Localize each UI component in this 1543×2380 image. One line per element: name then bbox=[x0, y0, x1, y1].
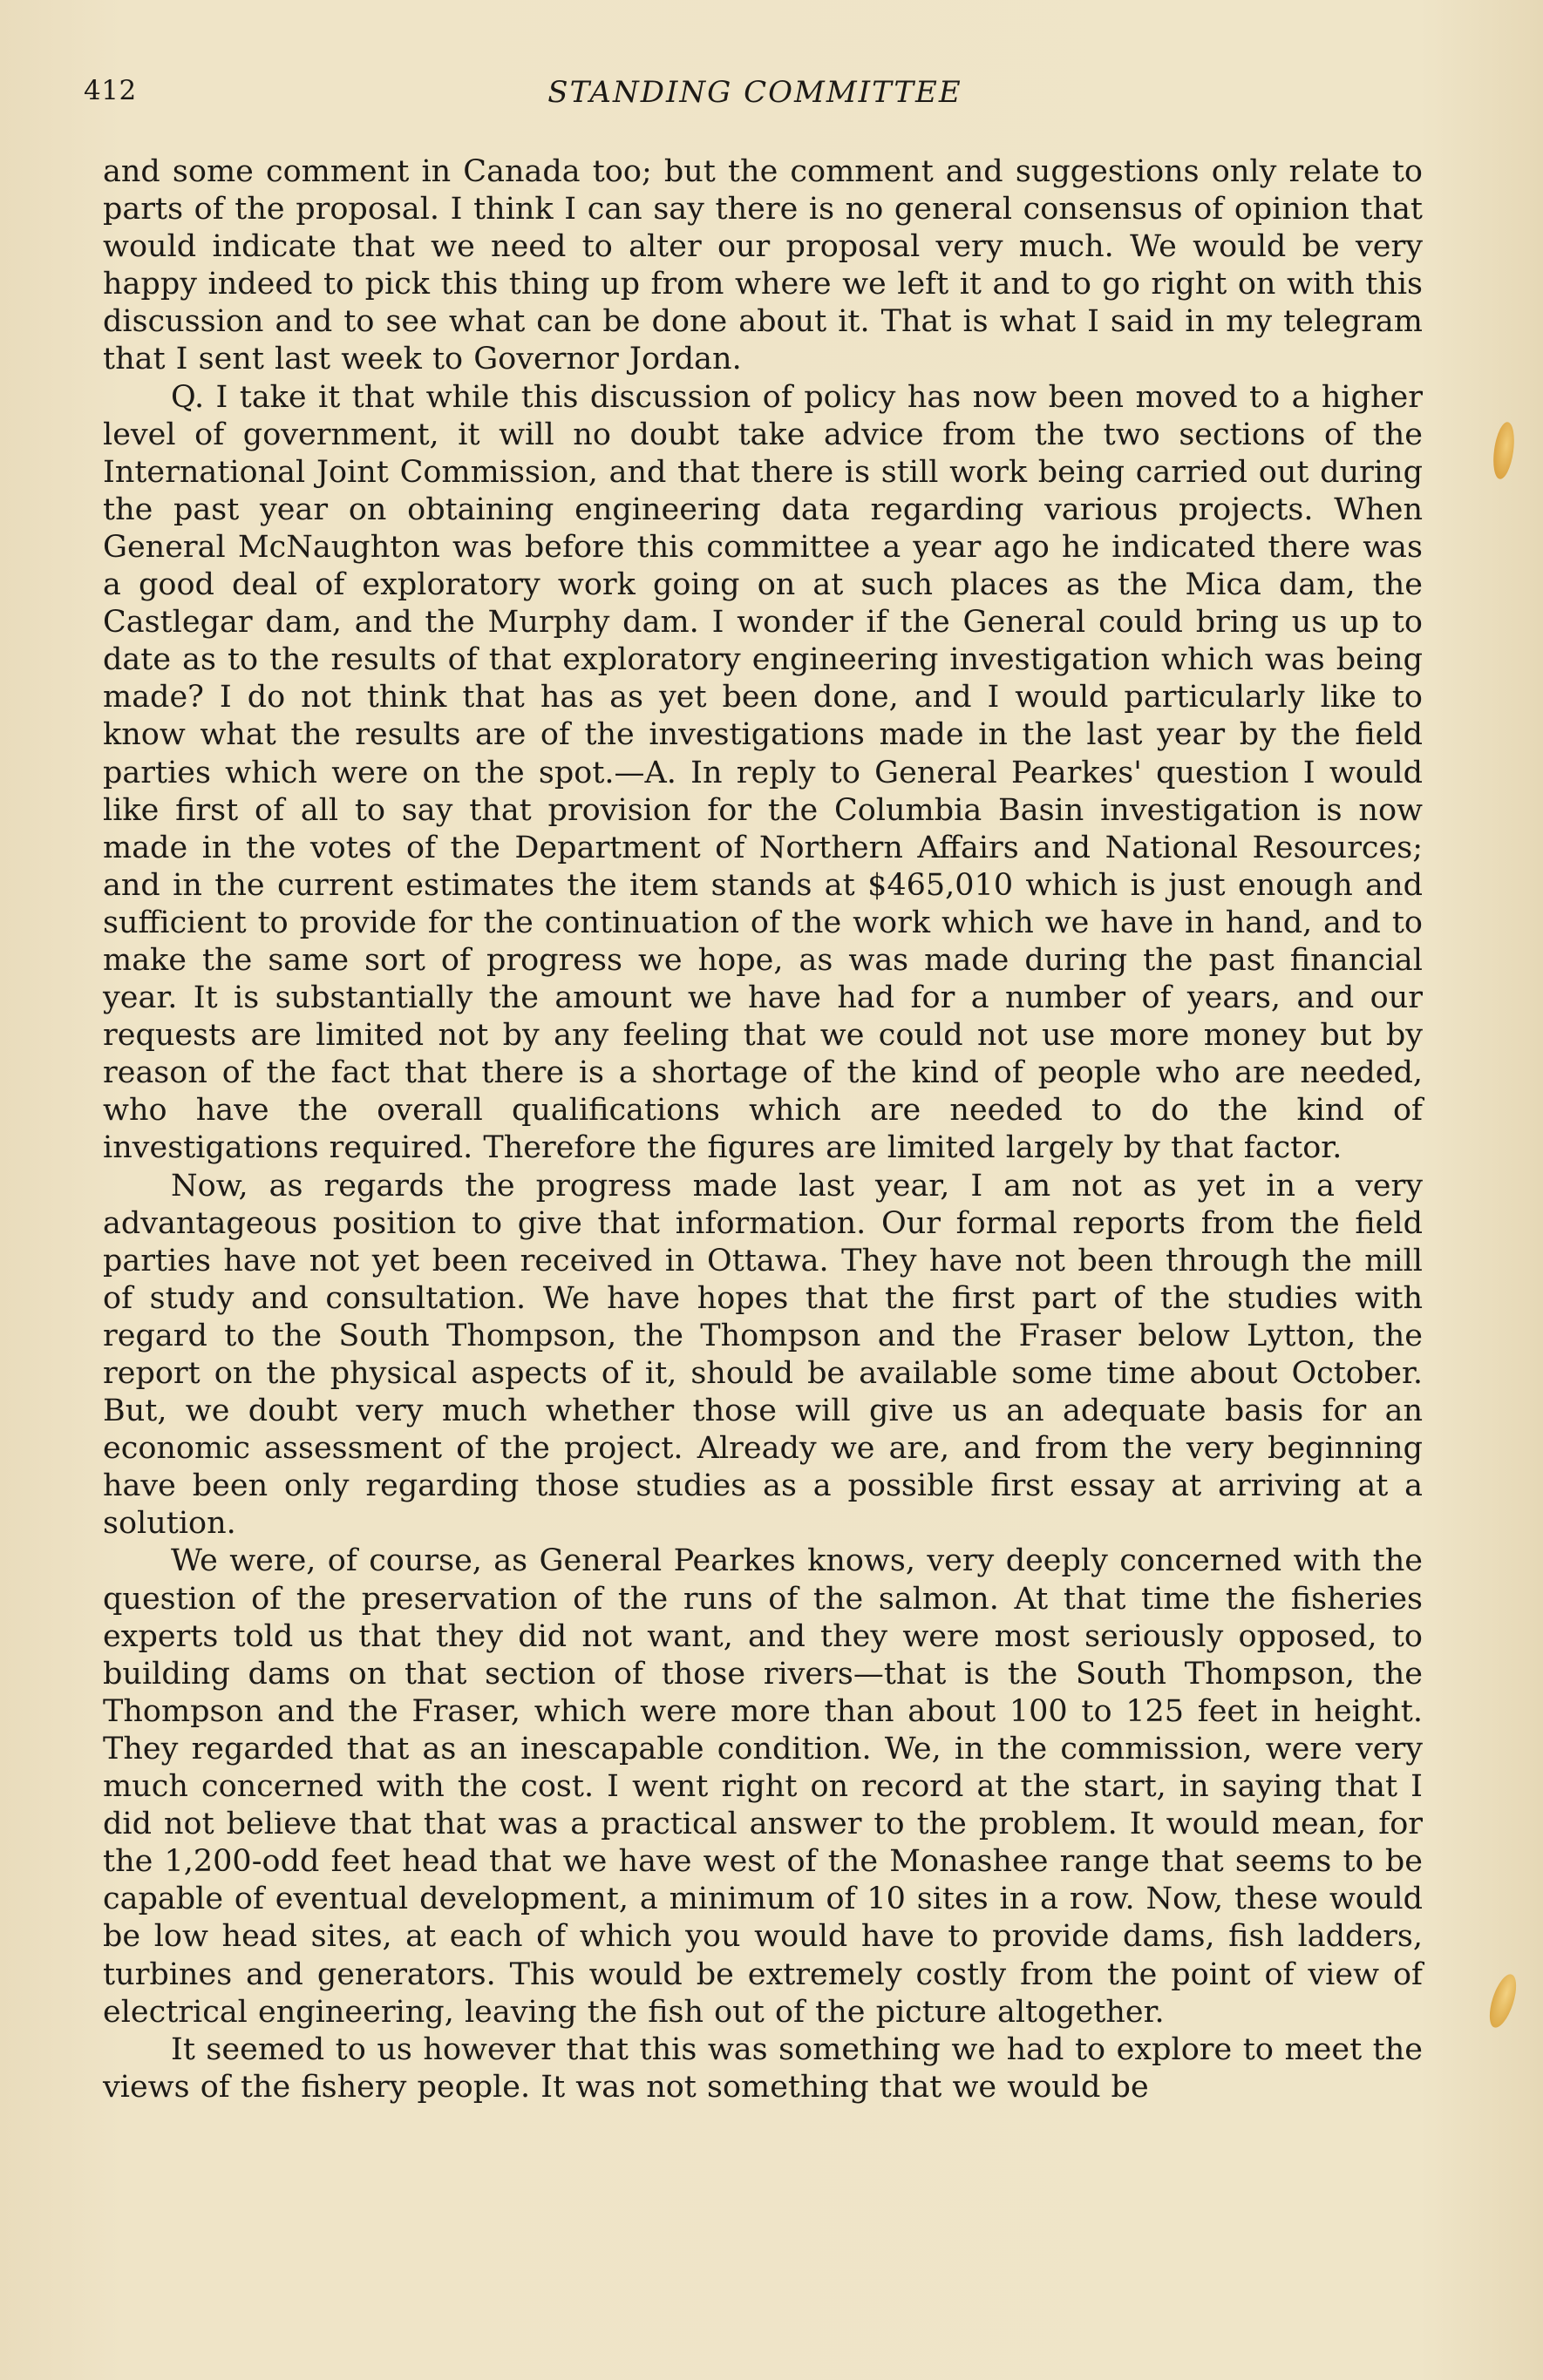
paragraph: and some comment in Canada too; but the comment and suggestions only relate to parts of the proposal. I think I can say there is no general consensus of opinion that would indicate that we need to alter our proposal very much. We would be very happy indeed to pick this thing up from where we left it and to go right on with this discussion and to see what can be done about it. That is what I said in my telegram that I sent last week to Governor Jordan. bbox=[103, 154, 1423, 377]
paragraph: We were, of course, as General Pearkes knows, very deeply concerned with the question of the preservation of the runs of the salmon. At that time the fisheries experts told us that they did not want, and they were most seriously opposed, to building dams on that section of those rivers—that is the South Thompson, the Thompson and the Fraser, which were more than about 100 to 125 feet in height. They regarded that as an inescapable condition. We, in the commission, were very much concerned with the cost. I went right on record at the start, in saying that I did not believe that that was a practical answer to the problem. It would mean, for the 1,200-odd feet head that we have west of the Monashee range that seems to be capable of eventual development, a minimum of 10 sites in a row. Now, these would be low head sites, at each of which you would have to provide dams, fish ladders, turbines and generators. This would be extremely costly from the point of view of electrical engineering, leaving the fish out of the picture altogether. bbox=[103, 1543, 1423, 2030]
page-header bbox=[84, 75, 1426, 124]
page-number: 412 bbox=[84, 75, 137, 106]
paragraph: Now, as regards the progress made last year, I am not as yet in a very advantageous position to give that information. Our formal reports from the field parties have not yet been received in Ottawa. They have not been through the mill of study and consultation. We have hopes that the first part of the studies with regard to the South Thompson, the Thompson and the Fraser below Lytton, the report on the physical aspects of it, should be available some time about October. But, we doubt very much whether those will give us an adequate basis for an economic assessment of the project. Already we are, and from the very beginning have been only regarding those studies as a possible first essay at arriving at a solution. bbox=[103, 1168, 1423, 1542]
margin-stain-mark bbox=[1491, 421, 1518, 480]
body-text bbox=[103, 153, 1423, 2106]
running-head: STANDING COMMITTEE bbox=[547, 75, 962, 110]
margin-stain-mark bbox=[1485, 1971, 1522, 2031]
paragraph: Q. I take it that while this discussion of policy has now been moved to a higher level of government, it will no doubt take advice from the two sections of the International Joint Commission, and that there is still work being carried out during the past year on obtaining engineering data regarding various projects. When General McNaughton was before this committee a year ago he indicated there was a good deal of exploratory work going on at such places as the Mica dam, the Castlegar dam, and the Murphy dam. I wonder if the General could bring us up to date as to the results of that exploratory engineering investigation which was being made? I do not think that has as yet been done, and I would particularly like to know what the results are of the investigations made in the last year by the field parties which were on the spot.—A. In reply to General Pearkes' question I would like first of all to say that provision for the Columbia Basin investigation is now made in the votes of the Department of Northern Affairs and National Resources; and in the current estimates the item stands at $465,010 which is just enough and sufficient to provide for the continuation of the work which we have in hand, and to make the same sort of progress we hope, as was made during the past financial year. It is substantially the amount we have had for a number of years, and our requests are limited not by any feeling that we could not use more money but by reason of the fact that there is a shortage of the kind of people who are needed, who have the overall qualifications which are needed to do the kind of investigations required. Therefore the figures are limited largely by that factor. bbox=[103, 379, 1423, 1166]
paragraph: It seemed to us however that this was something we had to explore to meet the views of the fishery people. It was not something that we would be bbox=[103, 2031, 1423, 2105]
